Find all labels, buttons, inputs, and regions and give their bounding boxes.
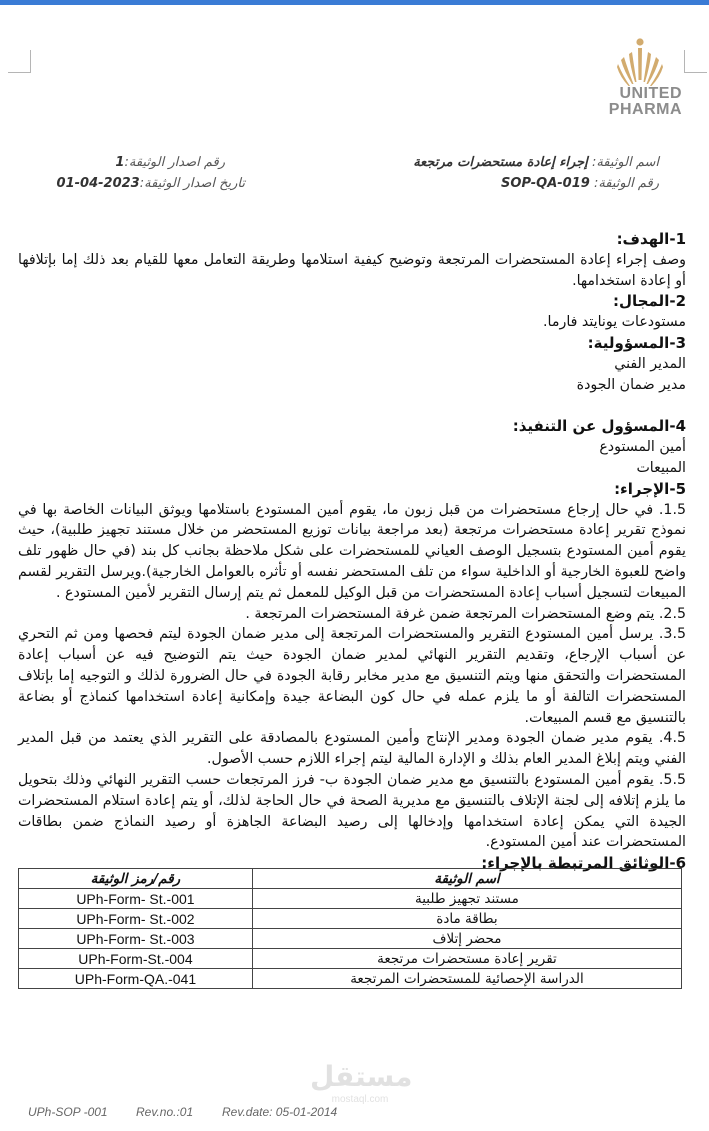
issue-date-value: 2023-04-01 (56, 176, 140, 191)
responsibility-item: المدير الفني (614, 355, 686, 372)
goal-text: وصف إجراء إعادة المستحضرات المرتجعة وتوضيح كيفية استلامها وطريقة التعامل معها للقيام بعد ذلك إما بإتلافها أو إعادة استخدامها. (18, 251, 686, 289)
mostaql-watermark (310, 1060, 413, 1110)
doc-name-cell: بطاقة مادة (252, 909, 681, 929)
execution-item: المبيعات (636, 459, 686, 476)
procedure-step: 1.5. في حال إرجاع مستحضرات من قبل زبون ما، يقوم أمين المستودع باستلامها ويوثق البيانات الخاصة بها في نموذج تقرير إعادة مستحضرات مرتجعة (بعد مراجعة بيانات توزيع المستحضر من خلال مستند تجهيز طلبية)، حيث يقوم أمين المستودع بتسجيل الوصف العياني للمستحضرات على شكل ملاحظة بجانب كل بند (في حال ظهور تلف واضح للعبوة الخارجية أو الداخلية سواء من تلف المستحضر نفسه أو تأثره بالعوامل الخارجية).ويرسل التقرير لقسم المبيعات لتسجيل أسباب إعادة المستحضرات من قبل الوكيل للمعمل ثم يتم إرسال التقرير لأمين المستودع . (18, 501, 686, 601)
company-logo (604, 38, 686, 122)
procedure-step: 3.5. يرسل أمين المستودع التقرير والمستحضرات المرتجعة إلى مدير ضمان الجودة ليتم فحصها ومن ثم التحري عن أسباب الإرجاع، وتقديم التقرير النهائي لمدير ضمان الجودة حيث يتم التوضيح فيه عن أسباب إعادة المستحضرات والتحقق منها ويتم التنسيق مع مدير مخابر رقابة الجودة في حال الضرورة لذلك و التوجيه إما بإتلاف المستحضرات التالفة أو ما يلزم عمله في حال كون البضاعة جيدة وإمكانية إعادة استخدامها كنماذج أو بضاعة بالتنسيق مع قسم المبيعات. (18, 626, 686, 726)
scope-text: مستودعات يونايتد فارما. (543, 314, 686, 331)
procedure-step: 2.5. يتم وضع المستحضرات المرتجعة ضمن غرفة المستحضرات المرتجعة . (245, 605, 686, 622)
issue-date-label: تاريخ اصدار الوثيقة: (139, 176, 245, 191)
col-header-doc-name: اسم الوثيقة (252, 869, 681, 889)
doc-name-value: إجراء إعادة مستحضرات مرتجعة (413, 155, 588, 170)
watermark-text: مستقل (310, 1060, 413, 1093)
doc-name-line (413, 155, 659, 170)
goal-heading: 1-الهدف: (616, 230, 686, 248)
doc-name-label: اسم الوثيقة: (591, 155, 659, 170)
version-value: 1 (115, 155, 125, 170)
version-line (115, 155, 225, 170)
doc-code-value: SOP-QA-019 (501, 176, 590, 191)
document-body (18, 229, 686, 874)
table-row (19, 909, 682, 929)
doc-name-cell: مستند تجهيز طلبية (252, 889, 681, 909)
doc-code-cell: UPh-Form-St.-004 (19, 949, 253, 969)
crop-mark-left (8, 50, 31, 73)
table-row (19, 949, 682, 969)
crop-mark-right (684, 50, 707, 73)
col-header-doc-code: رقم/رمز الوثيقة (19, 869, 253, 889)
logo-text-united: UNITED (619, 85, 682, 102)
table-row (19, 929, 682, 949)
doc-code-label: رقم الوثيقة: (593, 176, 659, 191)
version-label: رقم اصدار الوثيقة: (124, 155, 225, 170)
doc-code-line (501, 176, 659, 191)
related-docs-heading: 6-الوثائق المرتبطة بالإجراء: (481, 854, 686, 873)
table-row (19, 969, 682, 989)
footer-form-code: UPh-SOP -001 (28, 1105, 108, 1119)
execution-heading: 4-المسؤول عن التنفيذ: (512, 417, 686, 436)
doc-name-cell: تقرير إعادة مستحضرات مرتجعة (252, 949, 681, 969)
watermark-url: mostaql.com (331, 1094, 389, 1105)
scope-heading: 2-المجال: (613, 292, 686, 311)
doc-code-cell: UPh-Form- St.-002 (19, 909, 253, 929)
procedure-heading: 5-الإجراء: (614, 479, 686, 498)
doc-name-cell: الدراسة الإحصائية للمستحضرات المرتجعة (252, 969, 681, 989)
responsibility-heading: 3-المسؤولية: (587, 333, 686, 352)
logo-text-pharma: PHARMA (608, 101, 682, 118)
procedure-step: 5.5. يقوم أمين المستودع بالتنسيق مع مدير ضمان الجودة ب- فرز المرتجعات حسب التقرير النهائي وذلك بتحويل ما يلزم إتلافه إلى لجنة الإتلاف بالتنسيق مع مديرية الصحة في حال الحاجة لذلك، أو يتم إعادة استلام المستحضرات الجيدة التي يمكن إعادة استخدامها وإدخالها إلى رصيد البضاعة الجاهزة أو رصيد النماذج ضمن بطاقات المستحضرات عند أمين المستودع. (18, 771, 686, 851)
table-header-row (19, 869, 682, 889)
responsibility-item: مدير ضمان الجودة (576, 376, 686, 393)
footer-rev-date: Rev.date: 05-01-2014 (222, 1105, 338, 1119)
table-row (19, 889, 682, 909)
doc-name-cell: محضر إتلاف (252, 929, 681, 949)
doc-code-cell: UPh-Form- St.-001 (19, 889, 253, 909)
procedure-step: 4.5. يقوم مدير ضمان الجودة ومدير الإنتاج وأمين المستودع بالمصادقة على التقرير الذي يعتمد من قبل المدير الفني ويتم إبلاغ المدير العام بذلك و الإدارة المالية ليتم إجراء اللازم حسب الأصول. (18, 730, 686, 768)
doc-code-cell: UPh-Form-QA.-041 (19, 969, 253, 989)
related-docs-table (18, 868, 682, 989)
footer-rev-no: Rev.no.:01 (136, 1105, 194, 1119)
top-accent-bar (0, 0, 709, 5)
issue-date-line (57, 176, 245, 191)
logo-mark-icon (617, 38, 663, 90)
execution-item: أمين المستودع (599, 439, 686, 456)
doc-code-cell: UPh-Form- St.-003 (19, 929, 253, 949)
